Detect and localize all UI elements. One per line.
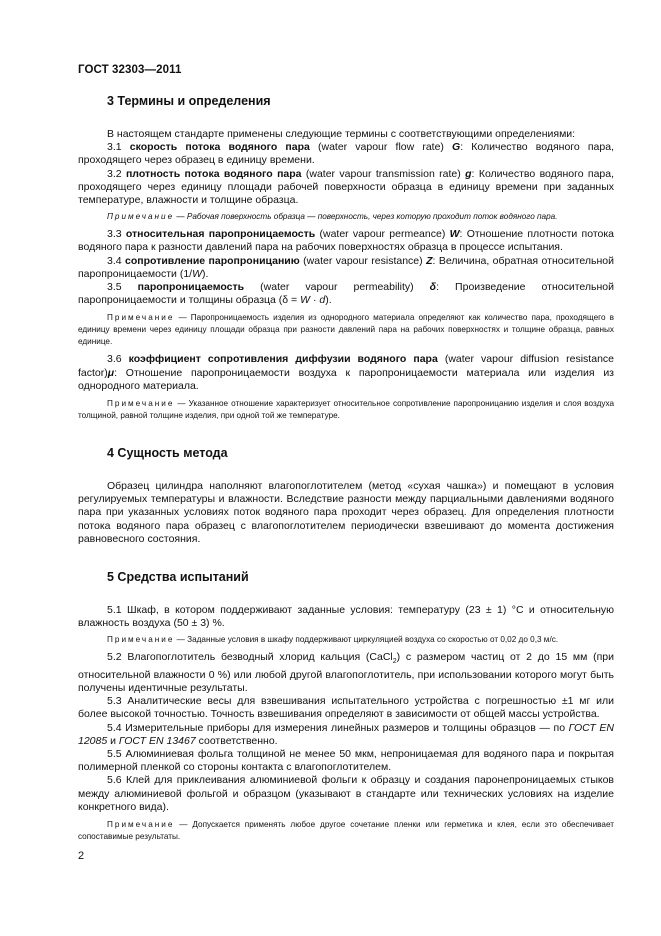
term-3-5-name: паропроницаемость [137,281,245,294]
term-3-2-name: плотность потока водяного пара [125,167,302,180]
term-3-3: 3.3 относительная паропроницаемость (water vapour permeance) W: Отношение плотности потока водяного пара к разности давлений пара на рабочих поверхностях образца в процессе испытания. [78,228,615,254]
term-3-3-name: относительная паропроницаемость [125,228,316,241]
section-3-title: 3 Термины и определения [107,94,271,108]
ref-gost-en-13467: ГОСТ EN 13467 [118,734,196,747]
note-1: Примечание — Рабочая поверхность образца — поверхность, через которую проходит поток водяного пара. [107,212,558,222]
item-5-5: 5.5 Алюминиевая фольга толщиной не менее 50 мкм, непроницаемая для водяного пара и покрытая полимерной пленкой со стороны контакта с влагопоглотителем. [78,747,614,774]
section-4-title: 4 Сущность метода [107,446,228,461]
ref-gost-en-12085: ГОСТ EN 12085 [78,721,614,747]
note-5: Примечание — Допускается применять любое другое сочетание пленки или герметика и клея, если это обеспечивает сопоставимые результаты. [78,820,614,841]
section-4-text: Образец цилиндра наполняют влагопоглотителем (метод «сухая чашка») и помещают в условия регулируемых температуры и влажности. Вследствие разности между парциальными давлениями водяного пара при указанных условиях поток водяного пара проходит через образец. Для определения плотности потока водяного пара образец с влагопоглотителем периодически взвешивают до момента достижения равновесного состояния. [78,480,614,545]
note-3: Примечание — Указанное отношение характеризует относительное сопротивление паропроницанию изделия и слоя воздуха толщиной, равной толщине изделия, при одной той же температуре. [78,399,614,421]
item-5-2: 5.2 Влагопоглотитель безводный хлорид кальция (CaCl$_2$) с размером частиц от 2 до 15 мм (при относительной влажности 0 %) или любой другой влагопоглотитель, при использовании которого могут быть получены идентичные результаты. [78,651,615,694]
term-3-4: 3.4 сопротивление паропроницанию (water vapour resistance) Z: Величина, обратная относительной паропроницаемости (1/W). [78,254,614,280]
term-3-4-name: сопротивление паропроницанию [125,254,300,267]
section-3-intro: В настоящем стандарте применены следующие термины с соответствующими определениями: [107,128,576,140]
term-3-6: 3.6 коэффициент сопротивления диффузии водяного пара (water vapour diffusion resistance factor)μ: Отношение паропроницаемости воздуха к паропроницаемости материала или изделия из однородного материала. [78,353,614,392]
item-5-1: 5.1 Шкаф, в котором поддерживают заданные условия: температуру (23 ± 1) °С и относительную влажность воздуха (50 ± 3) %. [78,604,614,630]
page-content [78,92,614,843]
term-3-1: 3.1 скорость потока водяного пара (water vapour flow rate) G: Количество водяного пара, проходящего через образец в единицу времени. [78,141,614,167]
page-number: 2 [78,850,85,862]
term-3-5: 3.5 паропроницаемость (water vapour permeability) δ: Произведение относительной паропроницаемости и толщины образца (δ = W · d). [78,281,614,307]
term-3-2: 3.2 плотность потока водяного пара (water vapour transmission rate) g: Количество водяного пара, проходящего через единицу площади рабочей поверхности образца в единицу времени при заданных температуре, влажности и толщине образца. [78,167,615,207]
section-5-title: 5 Средства испытаний [107,570,249,585]
document-header: ГОСТ 32303—2011 [78,64,182,76]
item-5-3: 5.3 Аналитические весы для взвешивания испытательного устройства с погрешностью ±1 мг или более высокой точностью. Точность взвешивания определяют в зависимости от общей массы устройства. [78,695,614,721]
note-4: Примечание — Заданные условия в шкафу поддерживают циркуляцией воздуха со скоростью от 0,02 до 0,3 м/с. [107,635,559,645]
note-2: Примечание — Паропроницаемость изделия из однородного материала определяют как количество пара, проходящего в единицу времени через единицу площади образца при разности давлений пара на рабочих поверхностях и толщине образца, равных единице. [78,313,614,347]
term-3-1-name: скорость потока водяного пара [129,141,310,154]
item-5-6: 5.6 Клей для приклеивания алюминиевой фольги к образцу и создания паронепроницаемых стыков между алюминиевой фольгой и образцом (указывают в стандарте или технических условиях на изделие конкретного вида). [78,774,614,813]
term-3-6-name: коэффициент сопротивления диффузии водяного пара [128,353,438,366]
item-5-4: 5.4 Измерительные приборы для измерения линейных размеров и толщины образцов — по ГОСТ EN 12085 и ГОСТ EN 13467 соответственно. [78,721,614,747]
